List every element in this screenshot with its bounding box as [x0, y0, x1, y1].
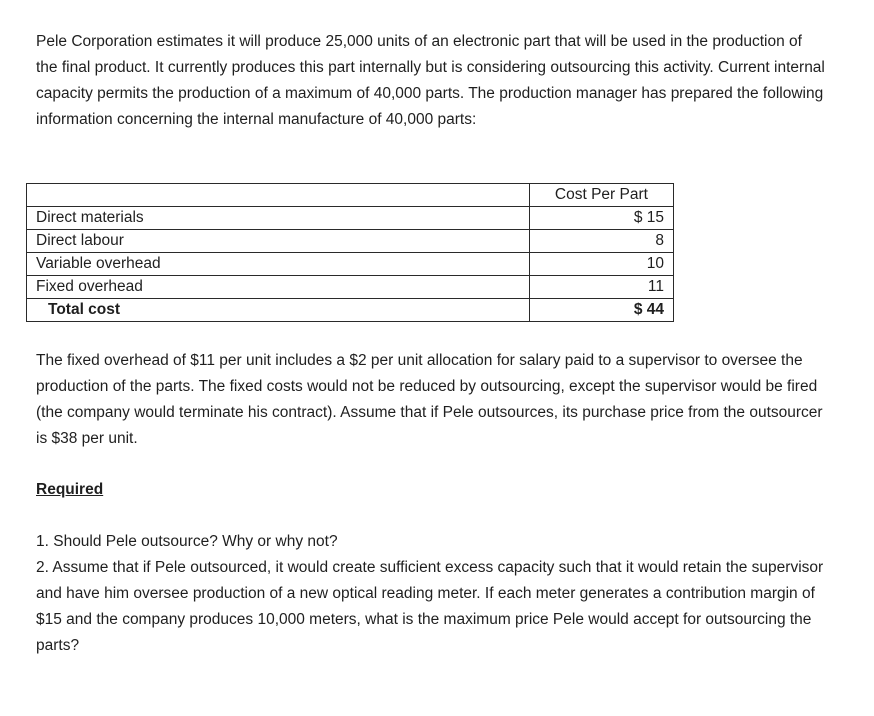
cost-table: [26, 183, 674, 322]
row-label-total-cost: Total cost: [27, 299, 530, 322]
row-label-direct-materials: Direct materials: [27, 207, 530, 230]
row-label-fixed-overhead: Fixed overhead: [27, 276, 530, 299]
row-value-direct-materials: $ 15: [529, 207, 673, 230]
table-row: [27, 230, 674, 253]
table-row: [27, 207, 674, 230]
requirements-list: [36, 529, 826, 659]
requirement-2: 2. Assume that if Pele outsourced, it would create sufficient excess capacity such that it would retain the supervisor and have him oversee production of a new optical reading meter. If each meter generates a contribution margin of $15 and the company produces 10,000 meters, what is the maximum price Pele would accept for outsourcing the parts?: [36, 559, 824, 654]
intro-paragraph: Pele Corporation estimates it will produce 25,000 units of an electronic part that will be used in the production of the final product. It currently produces this part internally but is considering outsourcing this activity. Current internal capacity permits the production of a maximum of 40,000 parts. The production manager has prepared the following information concerning the internal manufacture of 40,000 parts:: [36, 33, 825, 128]
table-row: [27, 253, 674, 276]
row-value-direct-labour: 8: [529, 230, 673, 253]
row-label-variable-overhead: Variable overhead: [27, 253, 530, 276]
row-value-variable-overhead: 10: [529, 253, 673, 276]
fixed-overhead-paragraph: The fixed overhead of $11 per unit includes a $2 per unit allocation for salary paid to a supervisor to oversee the production of the parts. The fixed costs would not be reduced by outsourcing, except the supervisor would be fired (the company would terminate his contract). Assume that if Pele outsources, its purchase price from the outsourcer is $38 per unit.: [36, 352, 823, 447]
row-label-direct-labour: Direct labour: [27, 230, 530, 253]
table-header-row: [27, 184, 674, 207]
table-total-row: [27, 299, 674, 322]
required-heading: Required: [36, 481, 104, 498]
cost-per-part-header: Cost Per Part: [529, 184, 673, 207]
row-value-fixed-overhead: 11: [529, 276, 673, 299]
requirement-1: 1. Should Pele outsource? Why or why not?: [36, 533, 338, 550]
row-value-total-cost: $ 44: [529, 299, 673, 322]
table-row: [27, 276, 674, 299]
header-blank-cell: [27, 184, 530, 207]
